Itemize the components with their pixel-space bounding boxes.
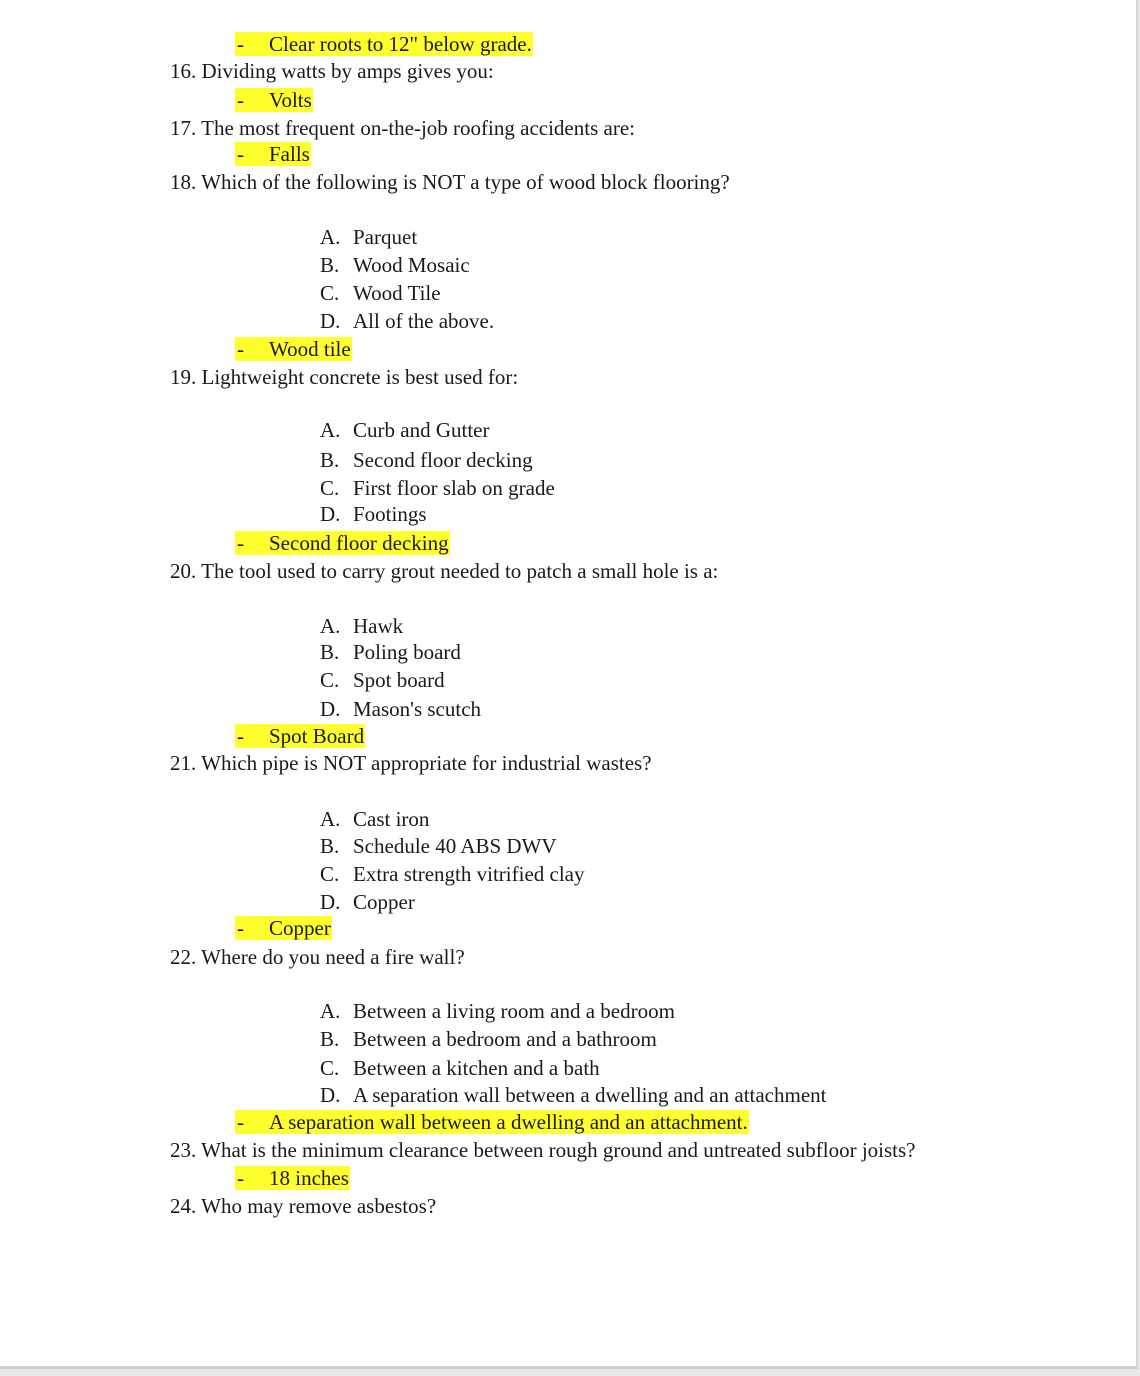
option-item xyxy=(320,1056,600,1080)
option-item xyxy=(320,640,461,664)
question-text: Lightweight concrete is best used for: xyxy=(201,365,519,389)
option-item xyxy=(320,834,557,858)
question-17 xyxy=(170,116,635,140)
answer-marker: - xyxy=(237,916,244,940)
option-text: Hawk xyxy=(353,614,404,638)
option-item xyxy=(320,807,429,831)
option-text: A separation wall between a dwelling and an attachment xyxy=(353,1083,827,1107)
question-text: Which pipe is NOT appropriate for industrial wastes? xyxy=(201,751,652,775)
answer-line xyxy=(235,1166,350,1190)
option-text: Footings xyxy=(353,502,427,526)
answer-line xyxy=(235,724,365,748)
option-letter: B. xyxy=(320,253,340,277)
option-item xyxy=(320,281,441,305)
option-item xyxy=(320,999,675,1023)
option-text: Between a living room and a bedroom xyxy=(353,999,675,1023)
option-text: Poling board xyxy=(353,640,461,664)
answer-text: Falls xyxy=(269,142,310,166)
question-text: Which of the following is NOT a type of wood block flooring? xyxy=(201,170,730,194)
answer-marker: - xyxy=(237,88,244,112)
option-item xyxy=(320,668,445,692)
answer-text: Clear roots to 12" below grade. xyxy=(269,32,532,56)
option-letter: C. xyxy=(320,1056,340,1080)
answer-marker: - xyxy=(237,142,244,166)
question-number: 23. xyxy=(170,1138,197,1162)
option-text: Mason's scutch xyxy=(353,697,482,721)
option-letter: B. xyxy=(320,448,340,472)
option-letter: A. xyxy=(320,225,341,249)
option-text: All of the above. xyxy=(353,309,495,333)
option-item xyxy=(320,1083,827,1107)
question-number: 16. xyxy=(170,59,197,83)
option-item xyxy=(320,502,427,526)
option-text: Wood Tile xyxy=(353,281,441,305)
option-item xyxy=(320,890,415,914)
option-item xyxy=(320,476,555,500)
option-text: Extra strength vitrified clay xyxy=(353,862,585,886)
answer-text: Copper xyxy=(269,916,331,940)
answer-line xyxy=(235,88,313,112)
answer-marker: - xyxy=(237,32,244,56)
option-item xyxy=(320,418,489,442)
question-18 xyxy=(170,170,730,194)
option-item xyxy=(320,1027,657,1051)
question-text: Where do you need a fire wall? xyxy=(201,945,465,969)
option-letter: A. xyxy=(320,999,341,1023)
question-number: 19. xyxy=(170,365,197,389)
option-item xyxy=(320,309,494,333)
question-20 xyxy=(170,559,718,583)
option-letter: C. xyxy=(320,668,340,692)
question-23 xyxy=(170,1138,916,1162)
question-text: The tool used to carry grout needed to patch a small hole is a: xyxy=(201,559,719,583)
question-19 xyxy=(170,365,518,389)
answer-text: 18 inches xyxy=(269,1166,349,1190)
option-text: Cast iron xyxy=(353,807,430,831)
answer-text: Wood tile xyxy=(269,337,351,361)
option-letter: C. xyxy=(320,862,340,886)
option-text: Between a kitchen and a bath xyxy=(353,1056,600,1080)
question-text: Who may remove asbestos? xyxy=(201,1194,437,1218)
option-letter: D. xyxy=(320,890,341,914)
answer-marker: - xyxy=(237,724,244,748)
answer-line xyxy=(235,32,533,56)
question-24 xyxy=(170,1194,436,1218)
question-text: Dividing watts by amps gives you: xyxy=(201,59,494,83)
question-number: 20. xyxy=(170,559,197,583)
option-text: Schedule 40 ABS DWV xyxy=(353,834,557,858)
answer-line xyxy=(235,531,450,555)
option-item xyxy=(320,614,403,638)
option-letter: D. xyxy=(320,697,341,721)
option-text: Second floor decking xyxy=(353,448,533,472)
option-item xyxy=(320,253,470,277)
question-text: The most frequent on-the-job roofing accidents are: xyxy=(201,116,635,140)
answer-text: A separation wall between a dwelling and an attachment. xyxy=(269,1110,748,1134)
option-text: First floor slab on grade xyxy=(353,476,555,500)
question-text: What is the minimum clearance between rough ground and untreated subfloor joists? xyxy=(201,1138,916,1162)
option-letter: C. xyxy=(320,476,340,500)
answer-text: Spot Board xyxy=(269,724,365,748)
question-16 xyxy=(170,59,494,83)
option-letter: A. xyxy=(320,614,341,638)
option-item xyxy=(320,697,481,721)
option-letter: B. xyxy=(320,1027,340,1051)
option-item xyxy=(320,225,417,249)
option-item xyxy=(320,448,533,472)
answer-text: Volts xyxy=(269,88,312,112)
option-item xyxy=(320,862,585,886)
question-number: 18. xyxy=(170,170,197,194)
answer-line xyxy=(235,142,311,166)
answer-marker: - xyxy=(237,337,244,361)
option-text: Spot board xyxy=(353,668,445,692)
option-text: Curb and Gutter xyxy=(353,418,490,442)
answer-marker: - xyxy=(237,1110,244,1134)
question-number: 17. xyxy=(170,116,197,140)
option-letter: B. xyxy=(320,834,340,858)
option-letter: A. xyxy=(320,807,341,831)
option-text: Parquet xyxy=(353,225,418,249)
option-letter: D. xyxy=(320,502,341,526)
option-letter: C. xyxy=(320,281,340,305)
answer-text: Second floor decking xyxy=(269,531,449,555)
option-letter: D. xyxy=(320,1083,341,1107)
option-letter: A. xyxy=(320,418,341,442)
question-number: 24. xyxy=(170,1194,197,1218)
option-text: Copper xyxy=(353,890,415,914)
answer-line xyxy=(235,1110,749,1134)
question-22 xyxy=(170,945,465,969)
option-text: Between a bedroom and a bathroom xyxy=(353,1027,657,1051)
answer-line xyxy=(235,916,332,940)
option-letter: B. xyxy=(320,640,340,664)
question-21 xyxy=(170,751,652,775)
option-letter: D. xyxy=(320,309,341,333)
option-text: Wood Mosaic xyxy=(353,253,470,277)
answer-marker: - xyxy=(237,531,244,555)
answer-marker: - xyxy=(237,1166,244,1190)
question-number: 21. xyxy=(170,751,197,775)
question-number: 22. xyxy=(170,945,197,969)
answer-line xyxy=(235,337,352,361)
